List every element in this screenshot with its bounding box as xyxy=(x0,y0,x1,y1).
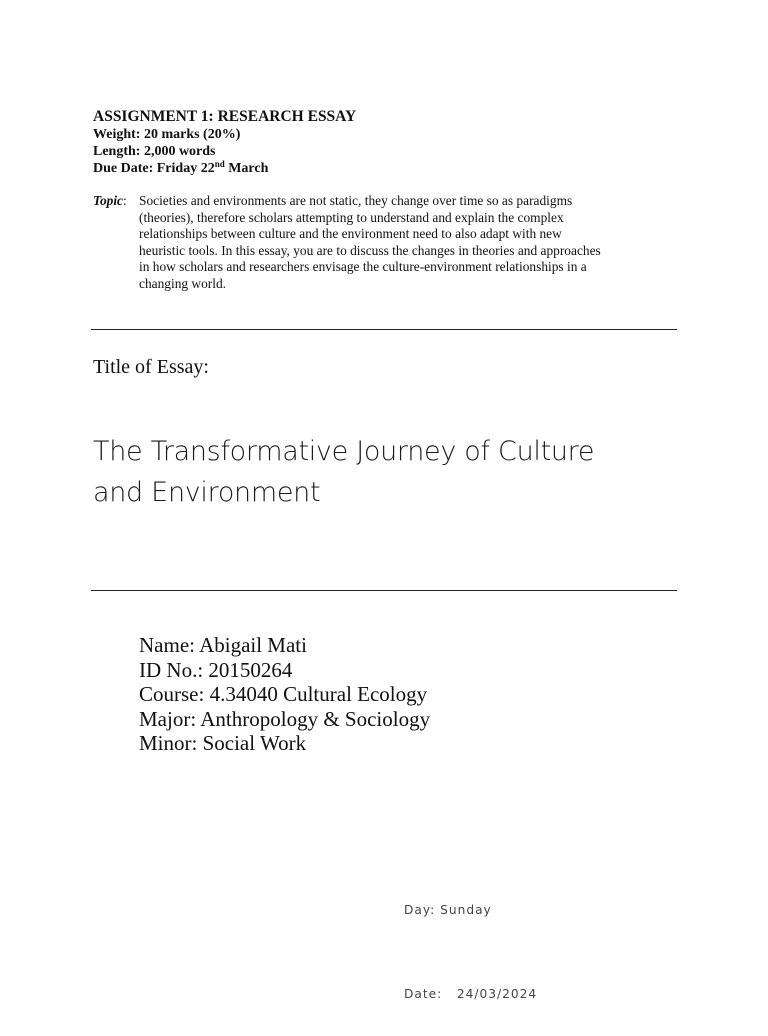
topic-line: heuristic tools. In this essay, you are to discuss the changes in theories and approaches xyxy=(139,242,601,258)
topic-label-colon: : xyxy=(123,193,127,208)
topic-label xyxy=(93,193,127,210)
submission-info xyxy=(404,840,537,1036)
divider-bottom xyxy=(91,590,677,591)
submission-date: Date: 24/03/2024 xyxy=(404,987,538,1001)
assignment-heading: ASSIGNMENT 1: RESEARCH ESSAY xyxy=(93,108,357,125)
due-date-prefix: Due Date: Friday 22 xyxy=(93,161,215,176)
topic-label-text: Topic xyxy=(93,193,124,208)
topic-line: Societies and environments are not static, they change over time so as paradigms xyxy=(139,193,573,208)
student-info xyxy=(139,633,430,756)
topic-text xyxy=(139,193,663,293)
essay-title-label: Title of Essay: xyxy=(93,356,209,378)
topic-section xyxy=(93,193,663,293)
assignment-weight: Weight: 20 marks (20%) xyxy=(93,127,241,142)
divider-top xyxy=(91,329,677,330)
student-minor: Minor: Social Work xyxy=(139,731,307,756)
essay-title xyxy=(93,431,673,513)
essay-title-line: and Environment xyxy=(93,477,321,508)
topic-line: (theories), therefore scholars attempting to understand and explain the complex xyxy=(139,209,564,225)
assignment-length: Length: 2,000 words xyxy=(93,144,216,159)
student-id: ID No.: 20150264 xyxy=(139,657,293,682)
due-date-ordinal: nd xyxy=(214,159,225,169)
assignment-header xyxy=(93,108,693,177)
student-name: Name: Abigail Mati xyxy=(139,633,307,657)
topic-line: in how scholars and researchers envisage the culture-environment relationships in a xyxy=(139,259,587,275)
assignment-due-date xyxy=(93,160,693,177)
student-course: Course: 4.34040 Cultural Ecology xyxy=(139,682,428,707)
topic-line: relationships between culture and the environment need to also adapt with new xyxy=(139,226,562,242)
essay-title-line: The Transformative Journey of Culture xyxy=(93,436,595,467)
submission-day: Day: Sunday xyxy=(404,903,492,917)
topic-line: changing world. xyxy=(139,275,227,291)
student-major: Major: Anthropology & Sociology xyxy=(139,706,431,731)
due-date-suffix: March xyxy=(224,161,269,176)
